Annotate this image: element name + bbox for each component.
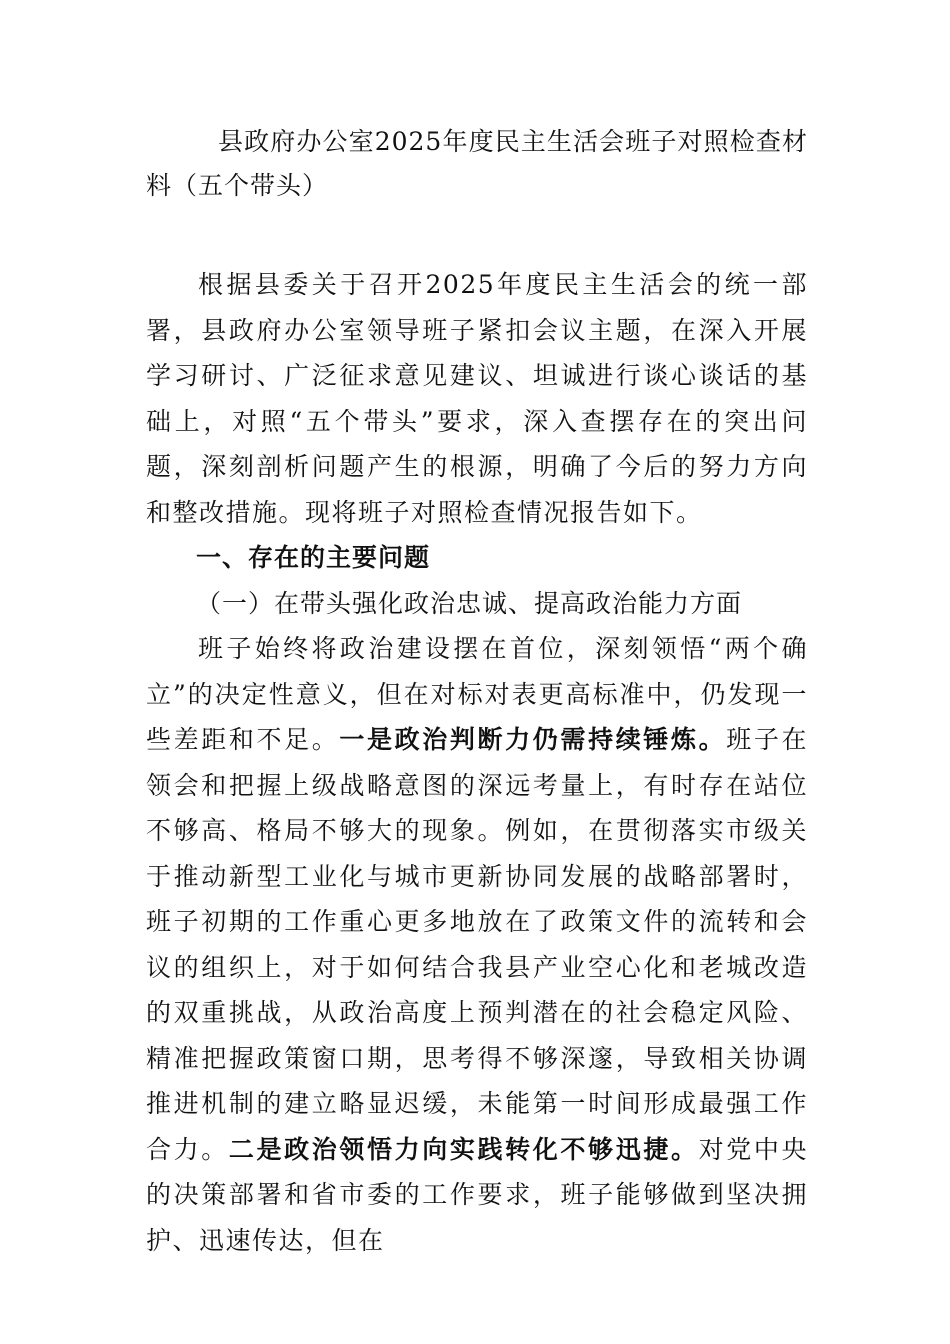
intro-paragraph: 根据县委关于召开2025年度民主生活会的统一部署，县政府办公室领导班子紧扣会议主题，在深入开展学习研讨、广泛征求意见建议、坦诚进行谈心谈话的基础上，对照“五个带头”要求，深入查摆存在的突出问题，深刻剖析问题产生的根源，明确了今后的努力方向和整改措施。现将班子对照检查情况报告如下。 — [146, 270, 808, 527]
subsection-heading: （一）在带头强化政治忠诚、提高政治能力方面 — [196, 589, 743, 618]
section-heading: 一、存在的主要问题 — [196, 543, 431, 572]
paragraph-text: 班子始终将政治建设摆在首位，深刻领悟“两个确立”的决定性意义，但在对标对表更高标准中，仍发现一些差距和不足。 — [146, 634, 808, 754]
paragraph-text: 班子在领会和把握上级战略意图的深远考量上，有时存在站位不够高、格局不够大的现象。例如，在贯彻落实市级关于推动新型工业化与城市更新协同发展的战略部署时，班子初期的工作重心更多地放在了政策文件的流转和会议的组织上，对于如何结合我县产业空心化和老城改造的双重挑战，从政治高度上预判潜在的社会稳定风险、精准把握政策窗口期，思考得不够深邃，导致相关协调推进机制的建立略显迟缓，未能第一时间形成最强工作合力。 — [146, 725, 808, 1164]
document-title: 县政府办公室2025年度民主生活会班子对照检查材料（五个带头） — [146, 127, 808, 200]
body-paragraph — [146, 626, 808, 1263]
bold-point-2: 二是政治领悟力向实践转化不够迅捷。 — [228, 1134, 699, 1164]
paragraph-text: 对党中央的决策部署和省市委的工作要求，班子能够做到坚决拥护、迅速传达，但在 — [146, 1134, 808, 1255]
bold-point-1: 一是政治判断力仍需持续锤炼。 — [339, 725, 727, 754]
